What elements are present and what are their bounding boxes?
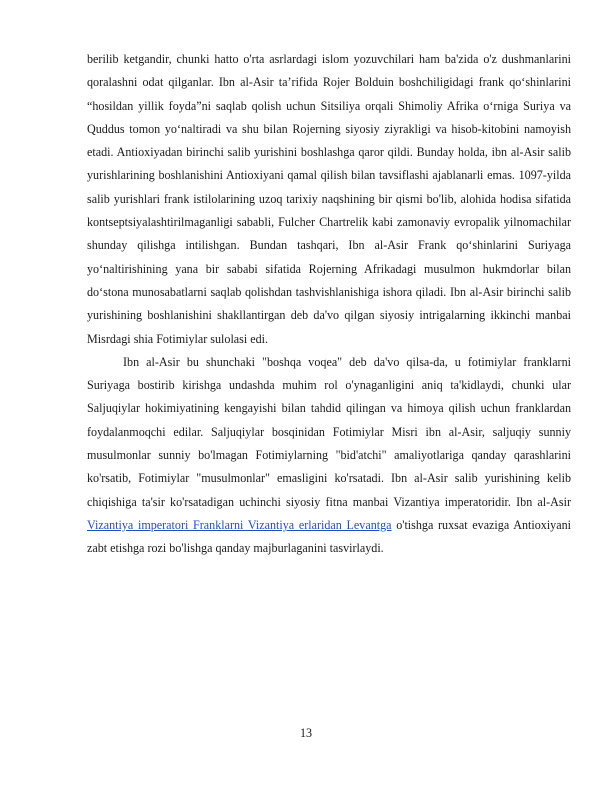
- document-body: [87, 48, 571, 561]
- hyperlink-byzantine-emperor[interactable]: Vizantiya imperatori Franklarni Vizantiya erlaridan Levantga: [87, 517, 392, 532]
- page-number: 13: [299, 726, 313, 740]
- paragraph-1: berilib ketgandir, chunki hatto o'rta asrlardagi islom yozuvchilari ham ba'zida o'z dushmanlarini qoralashni odat qilganlar. Ibn al-Asir ta’rifida Rojer Bolduin boshchiligidagi frank qo‘shinlarini “hosildan yillik foyda”ni saqlab qolish uchun Sitsiliya orqali Shimoliy Afrika o‘rniga Suriya va Quddus tomon yo‘naltiradi va shu bilan Rojerning siyosiy ziyrakligi va hisob-kitobini namoyish etadi. Antioxiyadan birinchi salib yurishini boshlashga qaror qildi. Bunday holda, ibn al-Asir salib yurishlarining boshlanishini Antioxiyani qamal qilish bilan tavsiflashi ajablanarli emas. 1097-yilda salib yurishlari frank istilolarining uzoq tarixiy naqshining bir qismi bo'lib, alohida hodisa sifatida kontseptsiyalashtirilmaganligi sababli, Fulcher Chartrelik kabi zamonaviy evropalik yilnomachilar shunday qilishga intilishgan. Bundan tashqari, Ibn al-Asir Frank qo‘shinlarini Suriyaga yo‘naltirishining yana bir sababi sifatida Rojerning Afrikadagi musulmon hukmdorlar bilan do‘stona munosabatlarni saqlab qolishdan tashvishlanishiga ishora qiladi. Ibn al-Asir birinchi salib yurishining boshlanishini shakllantirgan deb da'vo qilgan siyosiy intrigalarning ikkinchi manbai Misrdagi shia Fotimiylar sulolasi edi.: [87, 52, 571, 346]
- paragraph-2-text-start: Ibn al-Asir bu shunchaki "boshqa voqea" deb da'vo qilsa-da, u fotimiylar franklarni Suriyaga bostirib kirishga undashda muhim rol o'ynaganligini aniq ta'kidlaydi, chunki ular Saljuqiylar hokimiyatining kengayishi bilan tahdid qilingan va himoya qilish uchun franklardan foydalanmoqchi edilar. Saljuqiylar bosqinidan Fotimiylar Misri ibn al-Asir, saljuqiy sunniy musulmonlar sunniy bo'lmagan Fotimiylarning "bid'atchi" amaliyotlariga qanday qarashlarini ko'rsatib, Fotimiylar "musulmonlar" emasligini ko'rsatadi. Ibn al-Asir salib yurishining kelib chiqishiga ta'sir ko'rsatadigan uchinchi siyosiy fitna manbai Vizantiya imperatoridir. Ibn al-Asir: [87, 354, 571, 509]
- paragraph-2-text-end: o'tishga ruxsat evaziga Antioxiyani zabt etishga rozi bo'lishga qanday majburlaganini tasvirlaydi.: [87, 517, 572, 556]
- paragraph-2: [87, 351, 571, 561]
